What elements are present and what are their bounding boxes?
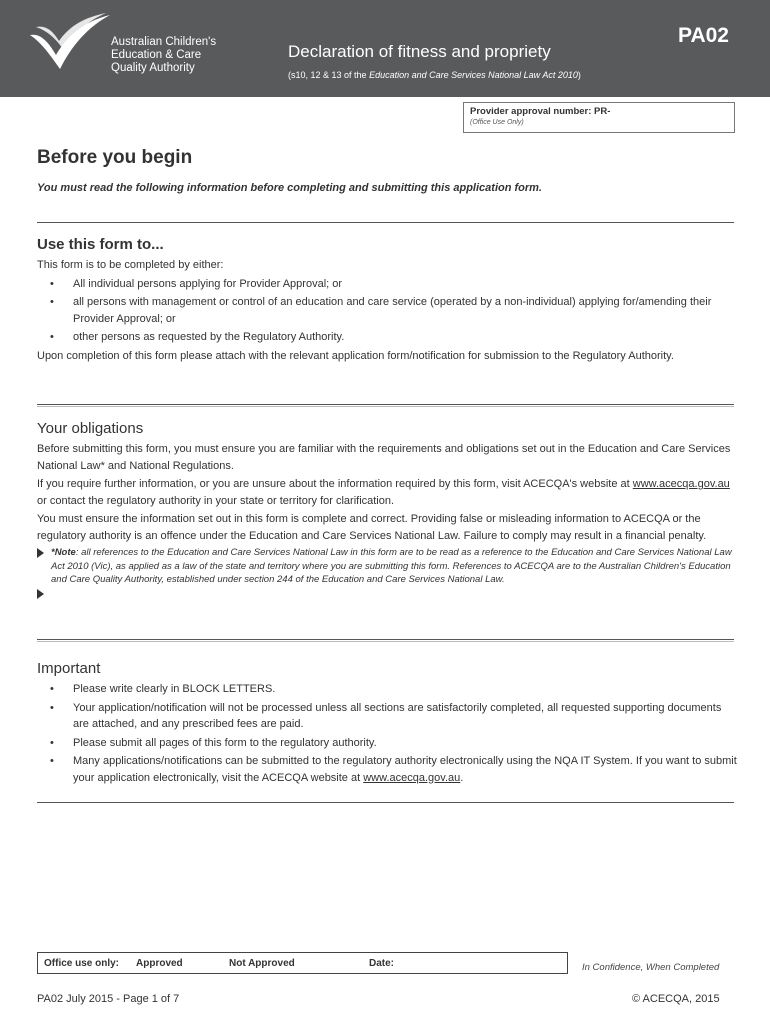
divider [37,802,734,803]
form-code: PA02 [678,24,729,47]
subtitle-act: Education and Care Services National Law Act 2010 [369,70,578,80]
confidence-note: In Confidence, When Completed [582,962,720,973]
legal-note [37,546,737,587]
list-item [37,753,737,786]
divider [37,639,734,640]
paragraph: This form is to be completed by either: [37,259,224,271]
note-text: : all references to the Education and Care Services National Law in this form are to be read as a reference to the Education and Care Services National Law Act 2010 (Vic), as applied as a law of the state and territory where you are submitting this form. References to ACECQA are to the Australian Children's Education and Care Quality Authority, established under section 244 of the Education and Care Services National Law. [51,547,732,585]
list-item [37,681,737,698]
bullet-icon: • [50,296,54,308]
form-title: Declaration of fitness and propriety [288,42,551,61]
bullet-list [37,681,737,786]
list-item-text: . [460,771,464,784]
bullet-icon: • [50,331,54,343]
list-item [37,329,737,346]
paragraph: Before submitting this form, you must ensure you are familiar with the requirements and obligations set out in the Education and Care Services National Law* and National Regulations. [37,443,731,472]
approved-option[interactable]: Approved [136,958,183,969]
obligations-section [37,420,737,587]
list-item [37,700,737,733]
acecqa-logo-icon [26,13,116,73]
provider-approval-label: Provider approval number: PR- [470,106,611,117]
list-item [37,294,737,327]
date-field[interactable]: Date: [369,958,395,969]
subtitle-suffix: ) [577,70,581,80]
bullet-list [37,276,737,346]
list-item [37,276,737,293]
list-item [37,735,737,752]
use-form-section [37,236,737,366]
note-arrow-icon [37,548,44,558]
office-use-box [37,952,568,974]
note-arrow-icon [37,589,44,599]
subtitle-prefix: (s10, 12 & 13 of the [288,70,370,80]
note-label: *Note [51,547,76,558]
list-item-text: all persons with management or control of an education and care service (operated by a non-individual) applying for/amending their Provider Approval; or [73,296,712,325]
list-item-text: Many applications/notifications can be submitted to the regulatory authority electronically using the NQA IT System. If you want to submit your application electronically, visit the ACECQA website at [73,755,737,784]
acecqa-website-link[interactable]: www.acecqa.gov.au [363,771,461,784]
office-use-note: (Office Use Only) [470,119,524,126]
page-footer-right: © ACECQA, 2015 [632,993,720,1005]
divider [37,222,734,223]
provider-approval-box[interactable] [463,102,735,133]
important-section [37,660,737,788]
list-item-text: All individual persons applying for Provider Approval; or [73,277,343,290]
org-name-line-1: Australian Children's [111,36,217,48]
bullet-icon: • [50,277,54,290]
org-name-line-3: Quality Authority [111,62,195,74]
bullet-icon: • [50,701,54,714]
page-title: Before you begin [37,147,193,168]
paragraph: Upon completion of this form please attach with the relevant application form/notification for submission to the Regulatory Authority. [37,349,674,362]
intro-text: You must read the following information before completing and submitting this application form. [37,182,542,194]
office-use-label: Office use only: [44,958,120,969]
bullet-icon: • [50,736,54,749]
list-item-text: Please submit all pages of this form to the regulatory authority. [73,736,377,749]
list-item-text: Your application/notification will not be processed unless all sections are satisfactorily completed, all requested supporting documents are attached, and any prescribed fees are paid. [73,701,722,730]
acecqa-website-link[interactable]: www.acecqa.gov.au [632,478,730,490]
form-subtitle [288,70,581,80]
divider [37,404,734,405]
section-title: Important [37,660,101,677]
paragraph: You must ensure the information set out in this form is complete and correct. Providing false or misleading information to ACECQA or the regulatory authority is an offence under the Education and Care Services National Law. Failure to comply may result in a financial penalty. [37,513,707,542]
paragraph [37,476,737,509]
list-item-text: other persons as requested by the Regulatory Authority. [73,331,345,343]
paragraph-text: or contact the regulatory authority in your state or territory for clarification. [37,494,395,507]
not-approved-option[interactable]: Not Approved [229,958,295,969]
list-item-text: Please write clearly in BLOCK LETTERS. [73,683,276,695]
section-title: Your obligations [37,420,144,437]
bullet-icon: • [50,755,54,767]
section-title: Use this form to... [37,236,164,253]
bullet-icon: • [50,683,54,695]
page-footer-left: PA02 July 2015 - Page 1 of 7 [37,993,180,1005]
org-name-line-2: Education & Care [111,49,202,61]
paragraph-text: If you require further information, or you are unsure about the information required by this form, visit ACECQA's website at [37,478,633,490]
org-name [111,36,216,75]
page-header [0,0,770,97]
